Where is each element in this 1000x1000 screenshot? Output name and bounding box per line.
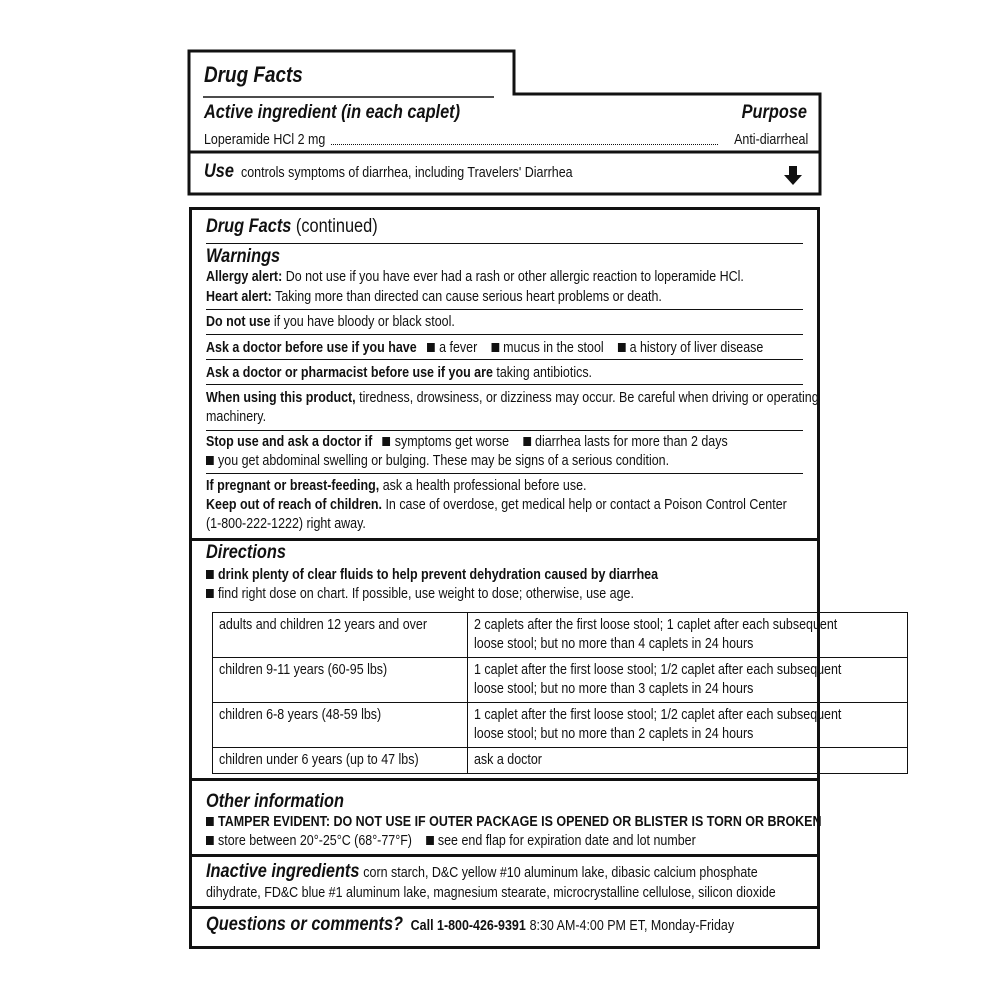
ingredient-name: Loperamide HCl 2 mg [204, 132, 326, 148]
direction-1: drink plenty of clear fluids to help prevent dehydration caused by diarrhea [206, 566, 732, 585]
bullet-icon [491, 343, 499, 352]
active-ingredient-heading: Active ingredient (in each caplet) [204, 102, 461, 123]
other-info-heading: Other information [206, 791, 344, 812]
section-divider [192, 538, 817, 541]
bullet-icon [206, 456, 214, 465]
use-row [204, 161, 627, 183]
divider [206, 384, 803, 385]
divider [206, 473, 803, 474]
pregnant: If pregnant or breast-feeding, ask a health professional before use. [206, 478, 587, 494]
bullet-icon [427, 343, 435, 352]
when-using: When using this product, tiredness, drowsiness, or dizziness may occur. Be careful when driving or operating [206, 390, 819, 406]
phone-number: Call 1-800-426-9391 [410, 918, 526, 934]
keep-out-of-reach: Keep out of reach of children. In case of overdose, get medical help or contact a Poison Control Center [206, 497, 787, 513]
storage-info: store between 20°-25°C (68°-77°F) see end flap for expiration date and lot number [206, 832, 776, 851]
table-row: children 9-11 years (60-95 lbs) 1 caplet after the first loose stool; 1/2 caplet after each subsequent loose stool; but no more than 3 caplets in 24 hours [213, 658, 908, 703]
dosage-table [212, 612, 908, 774]
divider [206, 243, 803, 244]
allergy-alert: Allergy alert: Do not use if you have ever had a rash or other allergic reaction to loperamide HCl. [206, 269, 744, 285]
bullet-icon [523, 437, 531, 446]
inactive-ingredients: Inactive ingredients corn starch, D&C yellow #10 aluminum lake, dibasic calcium phosphate [206, 861, 758, 882]
bullet-icon [206, 570, 214, 579]
bullet-icon [383, 437, 391, 446]
direction-2: find right dose on chart. If possible, use weight to dose; otherwise, use age. [206, 585, 704, 604]
section-divider [192, 854, 817, 857]
table-row: children under 6 years (up to 47 lbs) ask a doctor [213, 748, 908, 774]
dot-leader [331, 131, 718, 145]
warnings-heading: Warnings [206, 246, 281, 267]
continued-title: Drug Facts (continued) [206, 216, 378, 237]
use-heading: Use [204, 161, 234, 182]
divider [206, 359, 803, 360]
drug-facts-panel-2 [189, 207, 842, 949]
bullet-icon [618, 343, 626, 352]
down-arrow-icon [783, 166, 803, 191]
purpose-heading: Purpose [741, 102, 807, 123]
bullet-icon [426, 836, 434, 845]
ingredient-row [204, 131, 808, 150]
table-row: children 6-8 years (48-59 lbs) 1 caplet after the first loose stool; 1/2 caplet after each subsequent loose stool; but no more than 2 caplets in 24 hours [213, 703, 908, 748]
section-divider [192, 906, 817, 909]
ask-doctor: Ask a doctor before use if you have a fever mucus in the stool a history of liver disease [206, 340, 764, 356]
bullet-icon [206, 589, 214, 598]
heart-alert: Heart alert: Taking more than directed can cause serious heart problems or death. [206, 289, 662, 305]
divider [206, 309, 803, 310]
stop-use: Stop use and ask a doctor if symptoms get worse diarrhea lasts for more than 2 days [206, 434, 728, 450]
stop-use-cont: you get abdominal swelling or bulging. These may be signs of a serious condition. [206, 452, 744, 471]
do-not-use: Do not use if you have bloody or black stool. [206, 314, 455, 330]
ingredient-purpose: Anti-diarrheal [733, 132, 808, 148]
table-row: adults and children 12 years and over 2 caplets after the first loose stool; 1 caplet after each subsequent loose stool; but no more than 4 caplets in 24 hours [213, 613, 908, 658]
divider [206, 430, 803, 431]
use-text: controls symptoms of diarrhea, including Travelers' Diarrhea [241, 165, 573, 181]
questions-row: Questions or comments? Call 1-800-426-9391 8:30 AM-4:00 PM ET, Monday-Friday [206, 914, 735, 935]
tamper-evident: TAMPER EVIDENT: DO NOT USE IF OUTER PACKAGE IS OPENED OR BLISTER IS TORN OR BROKEN [206, 813, 922, 832]
section-divider [192, 778, 817, 781]
directions-heading: Directions [206, 542, 286, 563]
divider [206, 334, 803, 335]
when-using-cont: machinery. [206, 409, 267, 425]
panel-title: Drug Facts [204, 62, 303, 87]
bullet-icon [206, 836, 214, 845]
keep-out-cont: (1-800-222-1222) right away. [206, 516, 366, 532]
inactive-ingredients-cont: dihydrate, FD&C blue #1 aluminum lake, magnesium stearate, microcrystalline cellulose, silicon dioxide [206, 885, 776, 901]
ask-pharmacist: Ask a doctor or pharmacist before use if you are taking antibiotics. [206, 365, 593, 381]
bullet-icon [206, 817, 214, 826]
